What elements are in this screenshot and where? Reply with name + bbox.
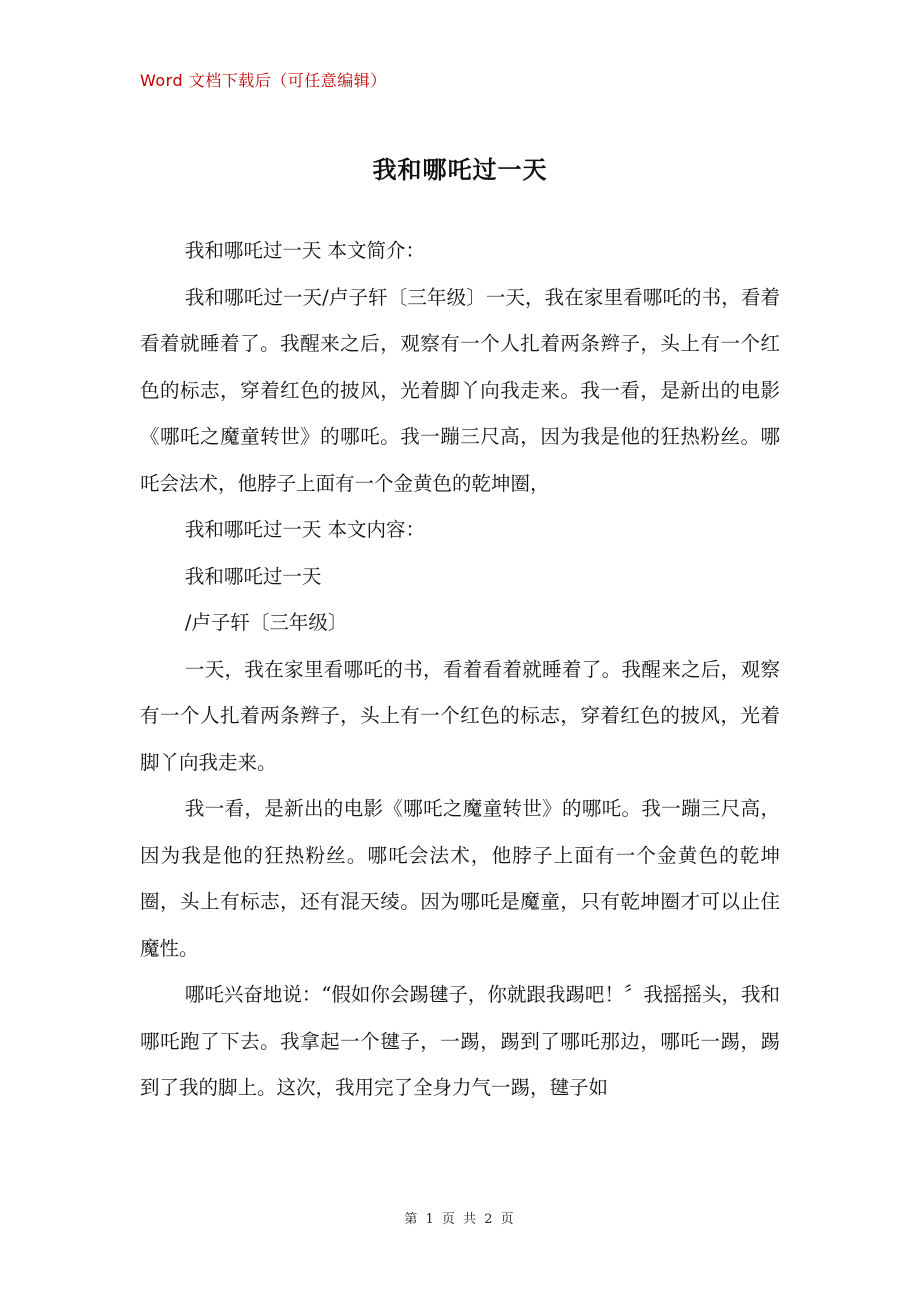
page-footer: 第 1 页 共 2 页 [404, 1212, 516, 1227]
paragraph-story-2: 我一看，是新出的电影《哪吒之魔童转世》的哪吒。我一蹦三尺高，因为我是他的狂热粉丝。哪吒会法术，他脖子上面有一个金黄色的乾坤圈，头上有标志，还有混天绫。因为哪吒是魔童，只有乾坤圈才可以止住魔性。 [140, 797, 780, 960]
paragraph-story-1: 一天，我在家里看哪吒的书，看着看着就睡着了。我醒来之后，观察有一个人扎着两条辫子，头上有一个红色的标志，穿着红色的披风，光着脚丫向我走来。 [140, 657, 780, 774]
download-note: Word 文档下载后（可任意编辑） [140, 71, 387, 90]
document-title: 我和哪吒过一天 [372, 155, 548, 184]
paragraph-intro-heading: 我和哪吒过一天 本文简介： [184, 239, 426, 262]
paragraph-story-title: 我和哪吒过一天 [184, 564, 322, 588]
paragraph-intro-text: 我和哪吒过一天/卢子轩〔三年级〕一天，我在家里看哪吒的书，看着看着就睡着了。我醒来之后，观察有一个人扎着两条辫子，头上有一个红色的标志，穿着红色的披风，光着脚丫向我走来。我一看，是新出的电影《哪吒之魔童转世》的哪吒。我一蹦三尺高，因为我是他的狂热粉丝。哪吒会法术，他脖子上面有一个金黄色的乾坤圈， [140, 285, 780, 495]
paragraph-author: /卢子轩〔三年级〕 [184, 611, 348, 634]
paragraph-story-3: 哪吒兴奋地说：“假如你会踢毽子，你就跟我踢吧！〞我摇摇头，我和哪吒跑了下去。我拿起一个毽子，一踢，踢到了哪吒那边，哪吒一踢，踢到了我的脚上。这次，我用完了全身力气一踢，毽子如 [140, 983, 780, 1099]
document-body [140, 228, 780, 1112]
paragraph-content-heading: 我和哪吒过一天 本文内容： [184, 518, 426, 541]
